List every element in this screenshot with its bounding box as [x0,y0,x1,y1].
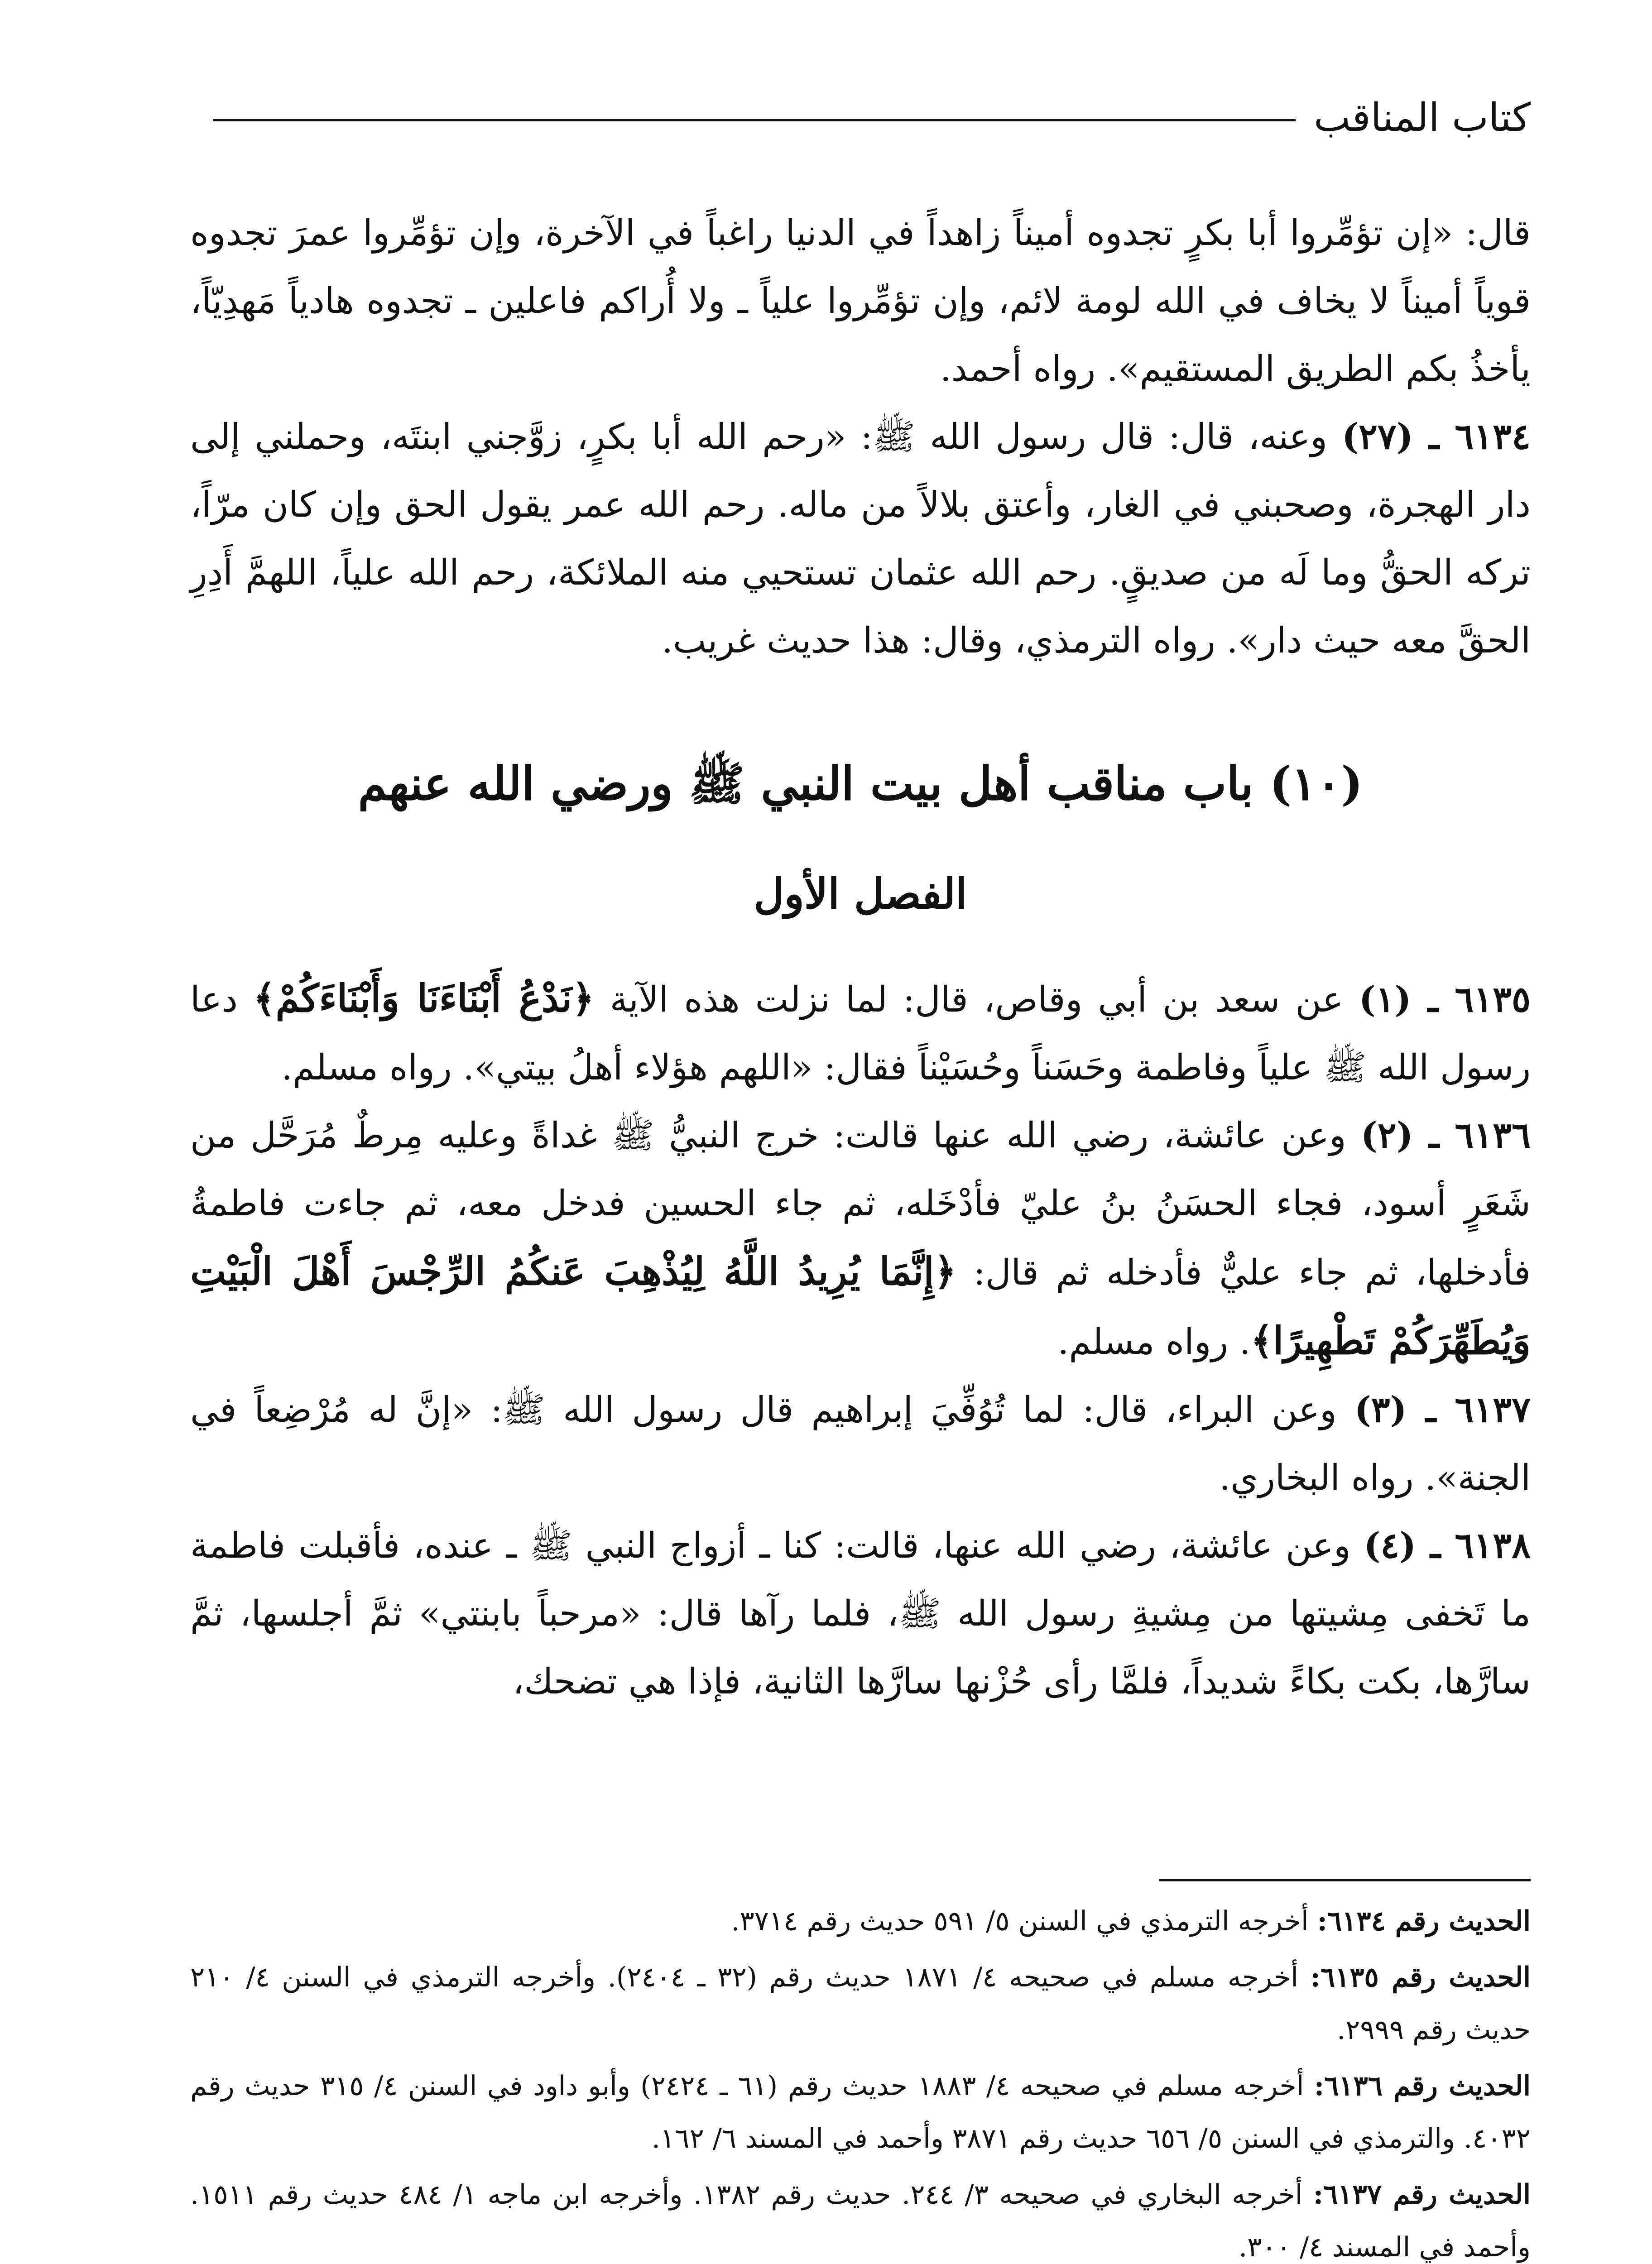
running-header [213,93,1531,143]
footnotes [190,1895,1531,2264]
hadith-text: وعنه، قال: قال رسول الله ﷺ: «رحم الله أبا بكرٍ، زوَّجني ابنتَه، وحملني إلى دار الهجرة، وصحبني في الغار، وأعتق بلالاً من ماله. رحم الله عمر يقول الحق وإن كان مرّاً، تركه الحقُّ وما لَه من صديقٍ. رحم الله عثمان تستحيي منه الملائكة، رحم الله علياً، اللهمَّ أَدِرِ الحقَّ معه حيث دار». رواه الترمذي، وقال: هذا حديث غريب. [190,417,1531,661]
quran-verse: ﴿نَدْعُ أَبْنَاءَنَا وَأَبْنَاءَكُمْ﴾ [253,976,595,1021]
hadith-number: ٦١٣٧ ـ (٣) [1354,1389,1531,1430]
hadith-text: . رواه مسلم. [1057,1322,1251,1362]
hadith-text: وعن البراء، قال: لما تُوُفِّيَ إبراهيم قال رسول الله ﷺ: «إنَّ له مُرْضِعاً في الجنة». رواه البخاري. [190,1390,1531,1498]
footnote-text: أخرجه مسلم في صحيحه ٤/ ١٨٧١ حديث رقم (٣٢ ـ ٢٤٠٤). وأخرجه الترمذي في السنن ٤/ ٢١٠ حديث رقم ٢٩٩٩. [190,1962,1531,2046]
footnote-label: الحديث رقم ٦١٣٧: [1313,2179,1531,2211]
hadith-text: دعا رسول الله ﷺ علياً وفاطمة وحَسَناً وحُسَيْناً فقال: «اللهم هؤلاء أهلُ بيتي». رواه مسلم. [190,979,1531,1088]
footnote-item [190,2168,1531,2264]
hadith-text: عن سعد بن أبي وقاص، قال: لما نزلت هذه الآية [594,979,1359,1020]
text-block-top [190,199,1531,675]
hadith-6138 [190,1512,1531,1716]
footnote-label: الحديث رقم ٦١٣٤: [1317,1905,1531,1937]
hadith-number: ٦١٣٥ ـ (١) [1359,979,1531,1020]
footnote-separator [1159,1879,1531,1881]
book-title: كتاب المناقب [1314,95,1531,140]
continuation-text: قال: «إن تؤمِّروا أبا بكرٍ تجدوه أميناً زاهداً في الدنيا راغباً في الآخرة، وإن تؤمِّروا عمرَ تجدوه قوياً أميناً لا يخاف في الله لومة لائم، وإن تؤمِّروا علياً ـ ولا أُراكم فاعلين ـ تجدوه هادياً مَهدِيّاً، يأخذُ بكم الطريق المستقيم». رواه أحمد. [190,213,1531,389]
footnote-text: أخرجه مسلم في صحيحه ٤/ ١٨٨٣ حديث رقم (٦١ ـ ٢٤٢٤) وأبو داود في السنن ٤/ ٣١٥ حديث رقم ٤٠٣٢. والترمذي في السنن ٥/ ٦٥٦ حديث رقم ٣٨٧١ وأحمد في المسند ٦/ ١٦٢. [190,2070,1531,2154]
hadith-number: ٦١٣٨ ـ (٤) [1364,1525,1531,1566]
footnote-label: الحديث رقم ٦١٣٦: [1314,2070,1531,2102]
footnote-item [190,1895,1531,1947]
continuation-paragraph [190,199,1531,403]
footnote-label: الحديث رقم ٦١٣٥: [1310,1962,1531,1993]
chapter-title: (١٠) باب مناقب أهل بيت النبي ﷺ ورضي الله عنهم [358,757,1363,811]
footnote-item [190,1951,1531,2056]
footnote-text: أخرجه البخاري في صحيحه ٣/ ٢٤٤. حديث رقم ١٣٨٢. وأخرجه ابن ماجه ١/ ٤٨٤ حديث رقم ١٥١١. وأحمد في المسند ٤/ ٣٠٠. [190,2179,1531,2263]
header-rule [213,119,1296,121]
hadith-6134 [190,403,1531,675]
hadith-text: وعن عائشة، رضي الله عنها قالت: خرج النبيُّ ﷺ غداةً وعليه مِرطٌ مُرَحَّل من شَعَرٍ أسود، فجاء الحسَنُ بنُ عليّ فأدْخَله، ثم جاء الحسين فدخل معه، ثم جاءت فاطمةُ فأدخلها، ثم جاء عليٌّ فأدخله ثم قال: [190,1115,1531,1293]
footnote-text: أخرجه الترمذي في السنن ٥/ ٥٩١ حديث رقم ٣٧١٤. [731,1905,1317,1937]
hadith-6137 [190,1376,1531,1512]
hadith-number: ٦١٣٤ ـ (٢٧) [1342,416,1531,457]
text-block-main [190,964,1531,1716]
footnote-item [190,2060,1531,2165]
hadith-text: وعن عائشة، رضي الله عنها، قالت: كنا ـ أزواج النبي ﷺ ـ عنده، فأقبلت فاطمة ما تَخفى مِشيتها من مِشيةِ رسول الله ﷺ، فلما رآها قال: «مرحباً بابنتي» ثمَّ أجلسها، ثمَّ سارَّها، بكت بكاءً شديداً، فلمَّا رأى حُزْنها سارَّها الثانية، فإذا هي تضحك، [190,1525,1531,1702]
hadith-6135 [190,964,1531,1102]
section-title: الفصل الأول [754,869,967,918]
hadith-number: ٦١٣٦ ـ (٢) [1360,1115,1531,1156]
hadith-6136 [190,1102,1531,1376]
quran-verse: ﴿إِنَّمَا يُرِيدُ اللَّهُ لِيُذْهِبَ عَنكُمُ الرِّجْسَ أَهْلَ الْبَيْتِ وَيُطَهِّرَكُمْ تَطْهِيرًا﴾ [190,1249,1531,1363]
